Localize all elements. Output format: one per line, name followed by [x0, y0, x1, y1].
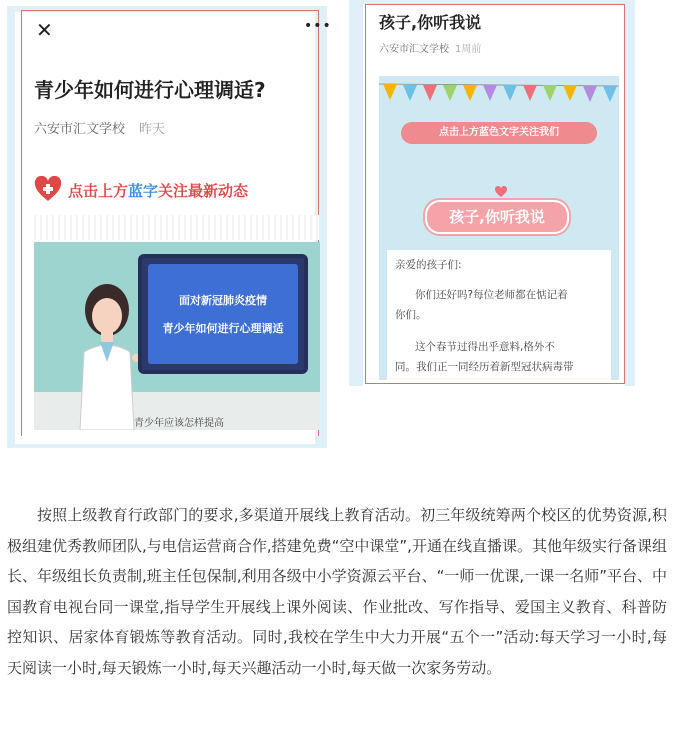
letter-line-2: 你们。 [395, 309, 427, 321]
body-paragraph: 按照上级教育行政部门的要求,多渠道开展线上教育活动。初三年级统筹两个校区的优势资源,积极组建优秀教师团队,与电信运营商合作,搭建免费“空中课堂”,开通在线直播课。其他年级实行备课组长、年级组长负责制,班主任包保制,利用各级中小学资源云平台、“一师一优课,一课一名师”平台、中国教育电视台同一课堂,指导学生开展线上课外阅读、作业批改、写作指导、爱国主义教育、科普防控知识、居家体育锻炼等教育活动。同时,我校在学生中大力开展“五个一”活动:每天学习一小时,每天阅读一小时,每天锻炼一小时,每天兴趣活动一小时,每天做一次家务劳动。 [7, 506, 667, 677]
heart-plus-icon [34, 176, 62, 204]
screen-line-1: 面对新冠肺炎疫情 [179, 294, 267, 307]
article-title: 青少年如何进行心理调适? [34, 78, 266, 102]
letter-line-4: 同。我们正一同经历着新型冠状病毒带 [395, 361, 574, 373]
small-heart-icon [495, 186, 507, 198]
letter-line-1: 你们还好吗?每位老师都在惦记着 [415, 289, 568, 301]
right-article-meta [379, 40, 481, 55]
article-meta [34, 118, 165, 137]
poster-image [379, 76, 619, 380]
doctor-illustration [34, 242, 320, 430]
follow-blue-link[interactable]: 蓝字 [128, 182, 159, 200]
screen-line-2: 青少年如何进行心理调适 [162, 322, 284, 335]
close-icon[interactable]: ✕ [36, 18, 53, 42]
article-source[interactable]: 六安市汇文学校 [34, 122, 126, 137]
poster-headline: 孩子,你听我说 [425, 200, 569, 234]
follow-prompt: 点击上方蓝字关注最新动态 [68, 182, 249, 200]
article-time: 昨天 [139, 122, 166, 137]
tv-screen-display [148, 264, 298, 364]
more-options-icon[interactable]: ••• [304, 18, 332, 34]
letter-line-3: 这个春节过得出乎意料,格外不 [415, 341, 555, 353]
illustration-caption: 青少年应该怎样提高 [134, 418, 224, 429]
bunting-flags [379, 82, 619, 106]
right-article-time: 1周前 [455, 44, 482, 55]
divider-stripe [34, 215, 319, 240]
right-article-title: 孩子,你听我说 [379, 13, 482, 32]
letter-card [387, 250, 611, 380]
right-article-screenshot [349, 0, 635, 386]
right-article-source[interactable]: 六安市汇文学校 [379, 44, 449, 55]
tv-screen [138, 254, 308, 374]
follow-us-banner[interactable]: 点击上方蓝色文字关注我们 [401, 122, 597, 144]
letter-greeting: 亲爱的孩子们: [395, 259, 462, 271]
